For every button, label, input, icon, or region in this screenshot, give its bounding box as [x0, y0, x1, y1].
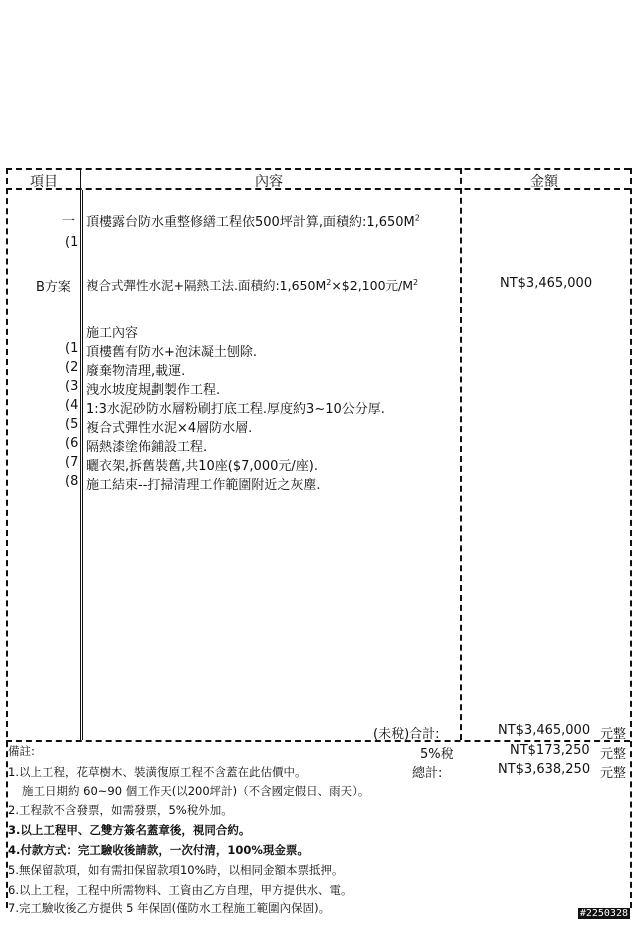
- plan-amount: NT$3,465,000: [500, 276, 593, 291]
- table-right-border: [630, 168, 632, 908]
- plan-label: B方案: [36, 280, 71, 295]
- step-text: 複合式彈性水泥×4層防水層.: [86, 421, 253, 436]
- step-text: 洩水坡度規劃製作工程.: [86, 383, 221, 398]
- tax-value: NT$173,250: [510, 743, 590, 758]
- subtotal-value: NT$3,465,000: [498, 723, 591, 738]
- notes-title: 備註:: [8, 744, 35, 758]
- plan-desc-sup2: 2: [413, 277, 419, 287]
- item-column-divider-2: [82, 190, 83, 740]
- step-number: (4: [65, 398, 79, 413]
- plan-desc-text: 複合式彈性水泥+隔熱工法.面積約:1,650M: [86, 278, 327, 293]
- step-number: (1: [65, 341, 79, 356]
- note-item: 6.以上工程，工程中所需物料、工資由乙方自理，甲方提供水、電。: [8, 883, 353, 897]
- step-text: 1:3水泥砂防水層粉刷打底工程.厚度約3~10公分厚.: [86, 402, 385, 417]
- plan-description: [86, 276, 418, 294]
- header-content: 內容: [255, 174, 283, 190]
- table-left-border: [6, 168, 8, 908]
- section-title-text: 頂樓露台防水重整修繕工程依500坪計算,面積約:1,650M: [86, 215, 415, 230]
- section-number: 一: [62, 214, 76, 229]
- step-text: 廢棄物清理,載運.: [86, 364, 186, 379]
- step-number: (7: [65, 455, 79, 470]
- total-unit: 元整: [600, 766, 627, 781]
- step-number: (6: [65, 436, 79, 451]
- item-column-divider-top: [80, 168, 81, 190]
- total-label: 總計:: [412, 766, 443, 781]
- step-text: 曬衣架,拆舊裝舊,共10座($7,000元/座).: [86, 459, 318, 474]
- note-item: 4.付款方式：完工驗收後請款，一次付清，100%現金票。: [8, 843, 309, 857]
- document-stamp: #2250328: [579, 908, 628, 919]
- section-sub-number: (1: [65, 235, 79, 250]
- step-number: (8: [65, 474, 79, 489]
- note-item: 1.以上工程，花草樹木、裝潢復原工程不含蓋在此估價中。: [8, 765, 307, 779]
- tax-unit: 元整: [600, 747, 627, 762]
- section-title: [86, 211, 420, 230]
- header-amount: 金額: [530, 174, 558, 190]
- note-item: 5.無保留款項，如有需扣保留款項10%時，以相同金額本票抵押。: [8, 863, 344, 877]
- step-text: 頂樓舊有防水+泡沫凝土刨除.: [86, 345, 258, 360]
- note-item: 施工日期約 60~90 個工作天(以200坪計)（不含國定假日、雨天）。: [22, 784, 370, 798]
- item-column-divider: [80, 190, 81, 740]
- step-text: 隔熱漆塗佈鋪設工程.: [86, 440, 208, 455]
- step-number: (2: [65, 360, 79, 375]
- amount-column-divider: [460, 168, 462, 740]
- table-top-border: [6, 168, 630, 170]
- step-text: 施工結束--打掃清理工作範圍附近之灰塵.: [86, 478, 321, 493]
- table-bottom-border: [6, 740, 630, 742]
- step-number: (5: [65, 417, 79, 432]
- work-title: 施工內容: [86, 326, 139, 341]
- header-item: 項目: [30, 174, 58, 190]
- note-item: 2.工程款不含發票，如需發票，5%稅外加。: [8, 803, 233, 817]
- subtotal-label: (未稅)合計:: [373, 727, 440, 742]
- step-number: (3: [65, 379, 79, 394]
- tax-label: 5%稅: [420, 747, 454, 762]
- plan-desc-mid: ×$2,100元/M: [331, 278, 414, 293]
- total-value: NT$3,638,250: [498, 762, 591, 777]
- subtotal-unit: 元整: [600, 727, 627, 742]
- section-title-sup: 2: [414, 213, 420, 223]
- plan-desc-sup1: 2: [326, 277, 332, 287]
- note-item: 7.完工驗收後乙方提供 5 年保固(僅防水工程施工範圍內保固)。: [8, 901, 331, 915]
- note-item: 3.以上工程甲、乙雙方簽名蓋章後，視同合約。: [8, 823, 251, 837]
